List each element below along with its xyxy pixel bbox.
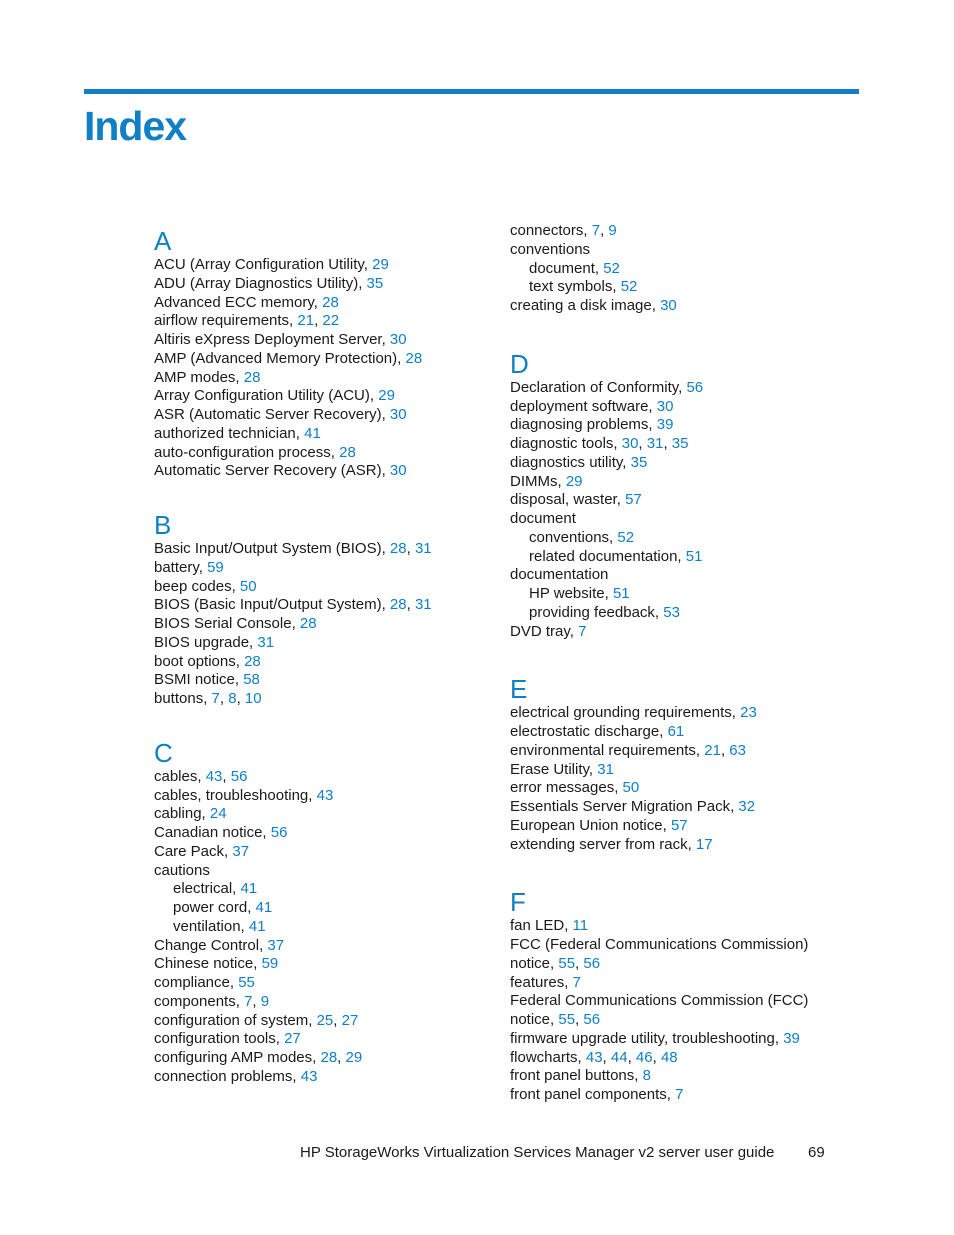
page-link[interactable]: 52 bbox=[620, 278, 638, 296]
page-link[interactable]: 37 bbox=[267, 936, 285, 954]
index-entry bbox=[510, 623, 808, 642]
index-entry bbox=[510, 817, 808, 836]
index-entry: configuration of system, 25, 27 bbox=[154, 1011, 359, 1029]
index-entry bbox=[154, 331, 432, 350]
index-entry bbox=[510, 510, 808, 529]
index-entries bbox=[154, 768, 432, 1087]
page-title: Index bbox=[84, 103, 187, 149]
page-link[interactable]: 8 bbox=[228, 690, 237, 707]
page-link[interactable]: 48 bbox=[660, 1048, 678, 1066]
page-link[interactable]: 39 bbox=[656, 416, 674, 434]
index-entries bbox=[510, 917, 808, 1105]
page-link[interactable]: 30 bbox=[660, 297, 677, 314]
index-entry bbox=[510, 836, 808, 855]
index-entry bbox=[510, 992, 808, 1011]
index-entry: configuring AMP modes, 28, 29 bbox=[154, 1049, 363, 1066]
index-entry bbox=[510, 936, 808, 955]
page-link[interactable]: 30 bbox=[389, 462, 407, 480]
page-link[interactable]: 53 bbox=[663, 603, 680, 621]
entry-term: ASR (Automatic Server Recovery), bbox=[154, 406, 390, 423]
index-entry bbox=[154, 634, 432, 653]
section-letter: B bbox=[154, 510, 172, 540]
entry-term: diagnostics utility, bbox=[510, 453, 631, 471]
page-link[interactable]: 63 bbox=[729, 741, 746, 759]
section-letter: E bbox=[510, 674, 528, 705]
index-section bbox=[510, 887, 808, 1105]
index-section bbox=[510, 674, 808, 854]
index-entry bbox=[510, 1086, 808, 1105]
page-link[interactable]: 31 bbox=[257, 633, 275, 651]
index-entry: Basic Input/Output System (BIOS), 28, 31 bbox=[154, 540, 432, 557]
index-entry bbox=[510, 566, 808, 585]
footer-guide-title: HP StorageWorks Virtualization Services Manager v2 server user guide bbox=[300, 1144, 775, 1161]
page-link[interactable]: 8 bbox=[642, 1067, 651, 1085]
page-link[interactable]: 27 bbox=[284, 1030, 301, 1048]
index-subentry bbox=[510, 548, 808, 567]
index-entry bbox=[510, 723, 808, 742]
page-link[interactable]: 7 bbox=[211, 690, 220, 707]
index-entry bbox=[154, 671, 432, 690]
entry-term: battery, bbox=[154, 558, 208, 576]
page-link[interactable]: 31 bbox=[597, 760, 614, 778]
page-link[interactable]: 29 bbox=[372, 256, 389, 273]
index-entries bbox=[510, 704, 808, 854]
entry-term: buttons, bbox=[154, 690, 212, 707]
entry-term: notice, bbox=[510, 1011, 559, 1028]
index-entry bbox=[510, 917, 808, 936]
page-link[interactable]: 44 bbox=[610, 1048, 628, 1066]
page-link[interactable]: 30 bbox=[656, 397, 674, 415]
index-section bbox=[154, 738, 432, 1087]
entry-term: configuring AMP modes, bbox=[154, 1049, 321, 1066]
page-link[interactable]: 21 bbox=[704, 741, 721, 759]
index-entry: buttons, 7, 8, 10 bbox=[154, 690, 262, 707]
index-entry bbox=[154, 955, 432, 974]
page-link[interactable]: 59 bbox=[207, 558, 224, 576]
index-entry: flowcharts, 43, 44, 46, 48 bbox=[510, 1048, 678, 1066]
page-link[interactable]: 29 bbox=[345, 1049, 363, 1066]
page-link[interactable]: 7 bbox=[572, 973, 581, 991]
index-entry bbox=[154, 425, 432, 444]
page-link[interactable]: 46 bbox=[635, 1048, 653, 1066]
page-link[interactable]: 35 bbox=[366, 274, 384, 292]
index-entry bbox=[154, 369, 432, 388]
entry-term: cables, bbox=[154, 767, 206, 785]
page-link[interactable]: 27 bbox=[341, 1011, 359, 1029]
index-entry: BIOS (Basic Input/Output System), 28, 31 bbox=[154, 596, 432, 614]
page-link[interactable]: 52 bbox=[603, 259, 620, 277]
page-link[interactable]: 28 bbox=[243, 368, 261, 386]
header-rule bbox=[84, 89, 859, 94]
index-entry bbox=[510, 798, 808, 817]
page-link[interactable]: 35 bbox=[671, 435, 689, 452]
page-link[interactable]: 56 bbox=[583, 1011, 601, 1028]
index-section bbox=[154, 510, 432, 709]
footer-page-number: 69 bbox=[808, 1144, 825, 1161]
page-link[interactable]: 43 bbox=[300, 1067, 318, 1085]
page-link[interactable]: 7 bbox=[591, 222, 601, 239]
index-column-left bbox=[154, 226, 432, 1087]
entry-term: AMP modes, bbox=[154, 368, 244, 386]
index-entry bbox=[510, 241, 808, 260]
entry-term: European Union notice, bbox=[510, 816, 671, 834]
page-link[interactable]: 11 bbox=[572, 917, 589, 935]
page-link[interactable]: 24 bbox=[209, 805, 227, 823]
page-link[interactable]: 52 bbox=[617, 528, 635, 546]
page-link[interactable]: 30 bbox=[389, 406, 407, 423]
section-gap bbox=[510, 854, 808, 887]
page-link[interactable]: 43 bbox=[205, 767, 223, 785]
index-entry bbox=[510, 779, 808, 798]
entry-term: Change Control, bbox=[154, 936, 268, 954]
entry-term: fan LED, bbox=[510, 917, 573, 935]
entry-term: features, bbox=[510, 973, 573, 991]
entry-term: HP website, bbox=[529, 585, 613, 602]
index-entry bbox=[510, 1067, 808, 1086]
entry-term: Federal Communications Commission (FCC) bbox=[510, 992, 809, 1010]
page-link[interactable]: 43 bbox=[585, 1048, 603, 1066]
page-link[interactable]: 22 bbox=[322, 312, 340, 330]
index-entry: connectors, 7, 9 bbox=[510, 222, 617, 239]
entry-term: document bbox=[510, 510, 576, 527]
page-link[interactable]: 58 bbox=[243, 671, 260, 689]
page-link[interactable]: 43 bbox=[316, 786, 334, 804]
index-entries bbox=[154, 540, 432, 709]
section-letter: A bbox=[154, 226, 172, 256]
section-gap bbox=[154, 709, 432, 738]
index-entry: notice, 55, 56 bbox=[510, 954, 601, 972]
index-entry bbox=[154, 559, 432, 578]
page-link[interactable]: 55 bbox=[558, 954, 576, 972]
entry-term: power cord, bbox=[173, 899, 256, 916]
entry-term: BSMI notice, bbox=[154, 671, 244, 689]
entry-term: documentation bbox=[510, 566, 609, 584]
index-entry bbox=[154, 578, 432, 597]
index-entry bbox=[154, 1068, 432, 1087]
page-link[interactable]: 56 bbox=[583, 954, 601, 972]
index-subentry bbox=[510, 529, 808, 548]
page-link[interactable]: 28 bbox=[389, 596, 407, 614]
page-link[interactable]: 50 bbox=[239, 577, 257, 595]
index-entries bbox=[154, 256, 432, 481]
page-link[interactable]: 23 bbox=[740, 704, 757, 722]
page-link[interactable]: 50 bbox=[622, 779, 640, 797]
entry-term: cautions bbox=[154, 861, 210, 879]
index-entry bbox=[154, 862, 432, 881]
index-subentry bbox=[154, 880, 432, 899]
entry-term: deployment software, bbox=[510, 397, 657, 415]
index-subentry bbox=[154, 899, 432, 918]
page-link[interactable]: 41 bbox=[255, 899, 273, 916]
entry-term: providing feedback, bbox=[529, 603, 664, 621]
page-link[interactable]: 31 bbox=[646, 435, 664, 452]
index-entry bbox=[154, 294, 432, 313]
index-entry bbox=[154, 937, 432, 956]
page-link[interactable]: 41 bbox=[240, 880, 258, 898]
entry-term: configuration tools, bbox=[154, 1030, 285, 1048]
index-entry bbox=[154, 787, 432, 806]
index-entry: diagnostic tools, 30, 31, 35 bbox=[510, 435, 689, 452]
entry-term: firmware upgrade utility, troubleshooting, bbox=[510, 1029, 784, 1047]
entry-term: beep codes, bbox=[154, 577, 240, 595]
page-link[interactable]: 55 bbox=[238, 974, 255, 991]
entry-term: BIOS Serial Console, bbox=[154, 615, 300, 632]
entry-term: Automatic Server Recovery (ASR), bbox=[154, 462, 390, 480]
entry-term: DIMMs, bbox=[510, 472, 566, 490]
page-link[interactable]: 59 bbox=[261, 955, 279, 973]
index-entry bbox=[510, 454, 808, 473]
index-subentry bbox=[154, 918, 432, 937]
page-link[interactable]: 28 bbox=[299, 615, 317, 632]
index-entry bbox=[510, 974, 808, 993]
page-link[interactable]: 28 bbox=[405, 349, 423, 367]
entry-term: creating a disk image, bbox=[510, 297, 661, 314]
index-section bbox=[510, 222, 808, 316]
entry-term: diagnosing problems, bbox=[510, 416, 657, 434]
entry-term: front panel buttons, bbox=[510, 1067, 643, 1085]
index-entries bbox=[510, 222, 808, 316]
entry-term: airflow requirements, bbox=[154, 312, 298, 330]
entry-term: Chinese notice, bbox=[154, 955, 262, 973]
page-link[interactable]: 25 bbox=[316, 1011, 334, 1029]
entry-term: Altiris eXpress Deployment Server, bbox=[154, 331, 390, 348]
index-entry bbox=[154, 974, 432, 993]
index-entry bbox=[510, 473, 808, 492]
entry-term: flowcharts, bbox=[510, 1048, 586, 1066]
entry-term: cabling, bbox=[154, 805, 210, 823]
index-entry bbox=[154, 387, 432, 406]
page-link[interactable]: 51 bbox=[685, 547, 703, 565]
entry-term: ventilation, bbox=[173, 917, 249, 935]
index-entry bbox=[154, 406, 432, 425]
entry-term: cables, troubleshooting, bbox=[154, 786, 317, 804]
entry-term: Essentials Server Migration Pack, bbox=[510, 798, 739, 815]
entry-term: electrical grounding requirements, bbox=[510, 704, 741, 722]
entry-term: AMP (Advanced Memory Protection), bbox=[154, 349, 406, 367]
entry-term: connectors, bbox=[510, 222, 592, 239]
entry-term: connection problems, bbox=[154, 1067, 301, 1085]
page-link[interactable]: 28 bbox=[389, 540, 407, 557]
page-link[interactable]: 10 bbox=[244, 690, 262, 707]
index-entry: environmental requirements, 21, 63 bbox=[510, 741, 746, 759]
index-entry bbox=[510, 704, 808, 723]
index-entry bbox=[510, 761, 808, 780]
index-entry bbox=[510, 416, 808, 435]
index-subentry bbox=[510, 585, 808, 604]
entry-term: DVD tray, bbox=[510, 622, 579, 640]
page-link[interactable]: 28 bbox=[320, 1049, 338, 1066]
entry-term: Care Pack, bbox=[154, 842, 233, 860]
index-entry bbox=[154, 444, 432, 463]
entry-term: ACU (Array Configuration Utility, bbox=[154, 256, 373, 273]
index-entry: components, 7, 9 bbox=[154, 992, 270, 1010]
index-column-right bbox=[510, 222, 808, 1105]
entry-term: Declaration of Conformity, bbox=[510, 378, 687, 396]
page-link[interactable]: 29 bbox=[565, 472, 583, 490]
entry-term: components, bbox=[154, 992, 245, 1010]
page-link[interactable]: 7 bbox=[578, 622, 587, 640]
entry-term: FCC (Federal Communications Commission) bbox=[510, 936, 809, 953]
index-entry bbox=[154, 350, 432, 369]
entry-term: auto-configuration process, bbox=[154, 443, 340, 461]
index-entry bbox=[154, 256, 432, 275]
page-link[interactable]: 56 bbox=[270, 824, 288, 841]
section-gap bbox=[510, 641, 808, 674]
section-letter: D bbox=[510, 348, 529, 379]
index-entry bbox=[154, 615, 432, 634]
page-link[interactable]: 28 bbox=[244, 652, 261, 670]
entry-term: document, bbox=[529, 259, 604, 277]
page-link[interactable]: 17 bbox=[695, 835, 713, 853]
entry-term: notice, bbox=[510, 954, 559, 972]
index-entry: cables, 43, 56 bbox=[154, 767, 248, 785]
page-link[interactable]: 57 bbox=[670, 816, 688, 834]
index-entry bbox=[510, 379, 808, 398]
page-link[interactable]: 32 bbox=[738, 798, 756, 815]
page-link[interactable]: 56 bbox=[230, 767, 248, 785]
page-link[interactable]: 28 bbox=[322, 293, 339, 311]
entry-term: compliance, bbox=[154, 974, 239, 991]
page-link[interactable]: 39 bbox=[783, 1029, 800, 1047]
index-subentry bbox=[510, 260, 808, 279]
index-entry bbox=[510, 491, 808, 510]
entry-term: related documentation, bbox=[529, 547, 686, 565]
page-link[interactable]: 9 bbox=[260, 992, 270, 1010]
page-link[interactable]: 29 bbox=[378, 387, 395, 405]
entry-term: Erase Utility, bbox=[510, 760, 598, 778]
entry-term: ADU (Array Diagnostics Utility), bbox=[154, 274, 367, 292]
section-letter: F bbox=[510, 887, 526, 918]
entry-term: conventions bbox=[510, 240, 591, 258]
index-entry bbox=[154, 843, 432, 862]
entry-term: conventions, bbox=[529, 528, 618, 546]
page-link[interactable]: 56 bbox=[686, 378, 704, 396]
entry-term: electrical, bbox=[173, 880, 241, 898]
entry-term: front panel components, bbox=[510, 1086, 676, 1103]
entry-term: BIOS (Basic Input/Output System), bbox=[154, 596, 390, 614]
entry-term: authorized technician, bbox=[154, 424, 305, 442]
entry-term: electrostatic discharge, bbox=[510, 723, 668, 740]
index-section bbox=[510, 349, 808, 642]
page-link[interactable]: 30 bbox=[621, 435, 639, 452]
entry-term: Basic Input/Output System (BIOS), bbox=[154, 540, 390, 557]
index-entry bbox=[510, 297, 808, 316]
index-entry bbox=[154, 1030, 432, 1049]
page-link[interactable]: 31 bbox=[414, 540, 432, 557]
page-link[interactable]: 35 bbox=[630, 453, 648, 471]
index-subentry bbox=[510, 278, 808, 297]
index-subentry bbox=[510, 604, 808, 623]
section-gap bbox=[510, 316, 808, 349]
entry-term: disposal, waster, bbox=[510, 491, 626, 509]
page-link[interactable]: 57 bbox=[625, 491, 642, 509]
entry-term: Advanced ECC memory, bbox=[154, 293, 323, 311]
page-link[interactable]: 41 bbox=[304, 424, 321, 442]
page-link[interactable]: 21 bbox=[297, 312, 315, 330]
entry-term: extending server from rack, bbox=[510, 835, 696, 853]
entry-term: error messages, bbox=[510, 779, 623, 797]
entry-term: Array Configuration Utility (ACU), bbox=[154, 387, 379, 405]
index-entry bbox=[154, 824, 432, 843]
index-entry bbox=[154, 805, 432, 824]
index-entry bbox=[154, 462, 432, 481]
page-link[interactable]: 37 bbox=[232, 842, 250, 860]
page-link[interactable]: 7 bbox=[675, 1086, 684, 1103]
entry-term: BIOS upgrade, bbox=[154, 633, 258, 651]
index-section bbox=[154, 226, 432, 481]
entry-term: configuration of system, bbox=[154, 1011, 317, 1029]
index-entries bbox=[510, 379, 808, 642]
entry-term: diagnostic tools, bbox=[510, 435, 622, 452]
index-entry: airflow requirements, 21, 22 bbox=[154, 312, 340, 330]
page-link[interactable]: 9 bbox=[608, 222, 617, 239]
section-gap bbox=[154, 481, 432, 510]
entry-term: text symbols, bbox=[529, 278, 621, 296]
entry-term: Canadian notice, bbox=[154, 824, 271, 841]
page-link[interactable]: 41 bbox=[248, 917, 266, 935]
page-link[interactable]: 30 bbox=[389, 331, 407, 348]
index-entry bbox=[510, 1030, 808, 1049]
index-entry: notice, 55, 56 bbox=[510, 1011, 601, 1028]
page-link[interactable]: 61 bbox=[667, 723, 685, 740]
page-link[interactable]: 7 bbox=[244, 992, 253, 1010]
page-link[interactable]: 55 bbox=[558, 1011, 576, 1028]
page-link[interactable]: 31 bbox=[414, 596, 432, 614]
index-entry bbox=[154, 653, 432, 672]
index-entry bbox=[154, 275, 432, 294]
index-entry bbox=[510, 398, 808, 417]
section-letter: C bbox=[154, 737, 173, 768]
entry-term: boot options, bbox=[154, 652, 245, 670]
page-link[interactable]: 28 bbox=[339, 443, 356, 461]
entry-term: environmental requirements, bbox=[510, 741, 705, 759]
page-link[interactable]: 51 bbox=[612, 585, 630, 602]
